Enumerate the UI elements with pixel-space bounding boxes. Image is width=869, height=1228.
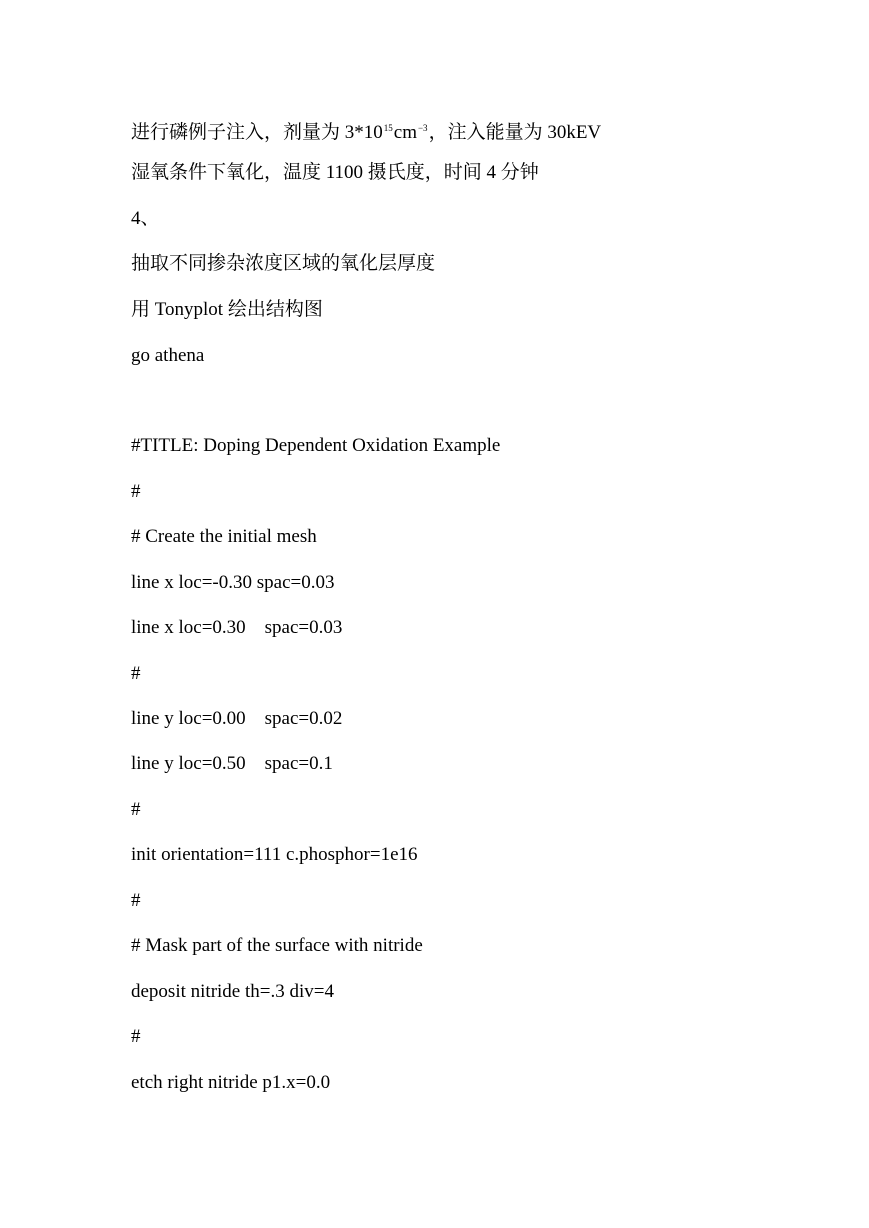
- step-number: 4、: [131, 208, 160, 229]
- oxidation-line: 湿氧条件下氧化，温度 1100 摄氏度，时间 4 分钟: [131, 162, 539, 183]
- implant-energy-text: ，注入能量为 30kEV: [428, 122, 602, 143]
- code-line: deposit nitride th=.3 div=4: [131, 981, 334, 1002]
- code-line: #: [131, 663, 141, 684]
- dose-unit: cm: [393, 122, 417, 143]
- code-line: etch right nitride p1.x=0.0: [131, 1072, 331, 1093]
- implant-line: [131, 116, 601, 145]
- code-line: #: [131, 799, 141, 820]
- code-line: line x loc=-0.30 spac=0.03: [131, 572, 335, 593]
- tonyplot-line: 用 Tonyplot 绘出结构图: [131, 299, 323, 320]
- code-line: line x loc=0.30 spac=0.03: [131, 617, 343, 638]
- unit-exponent: −3: [417, 123, 428, 133]
- extract-line: 抽取不同掺杂浓度区域的氧化层厚度: [131, 253, 436, 274]
- implant-text: 进行磷例子注入，剂量为 3*10: [131, 122, 383, 143]
- code-line: # Create the initial mesh: [131, 526, 317, 547]
- code-line: line y loc=0.00 spac=0.02: [131, 708, 343, 729]
- code-line: # Mask part of the surface with nitride: [131, 935, 423, 956]
- code-line: #TITLE: Doping Dependent Oxidation Example: [131, 435, 501, 456]
- code-line: #: [131, 1026, 141, 1047]
- code-line: init orientation=111 c.phosphor=1e16: [131, 844, 418, 865]
- code-line: #: [131, 481, 141, 502]
- dose-exponent: 15: [383, 123, 393, 133]
- code-line: line y loc=0.50 spac=0.1: [131, 753, 333, 774]
- code-line: #: [131, 890, 141, 911]
- code-line: go athena: [131, 345, 205, 366]
